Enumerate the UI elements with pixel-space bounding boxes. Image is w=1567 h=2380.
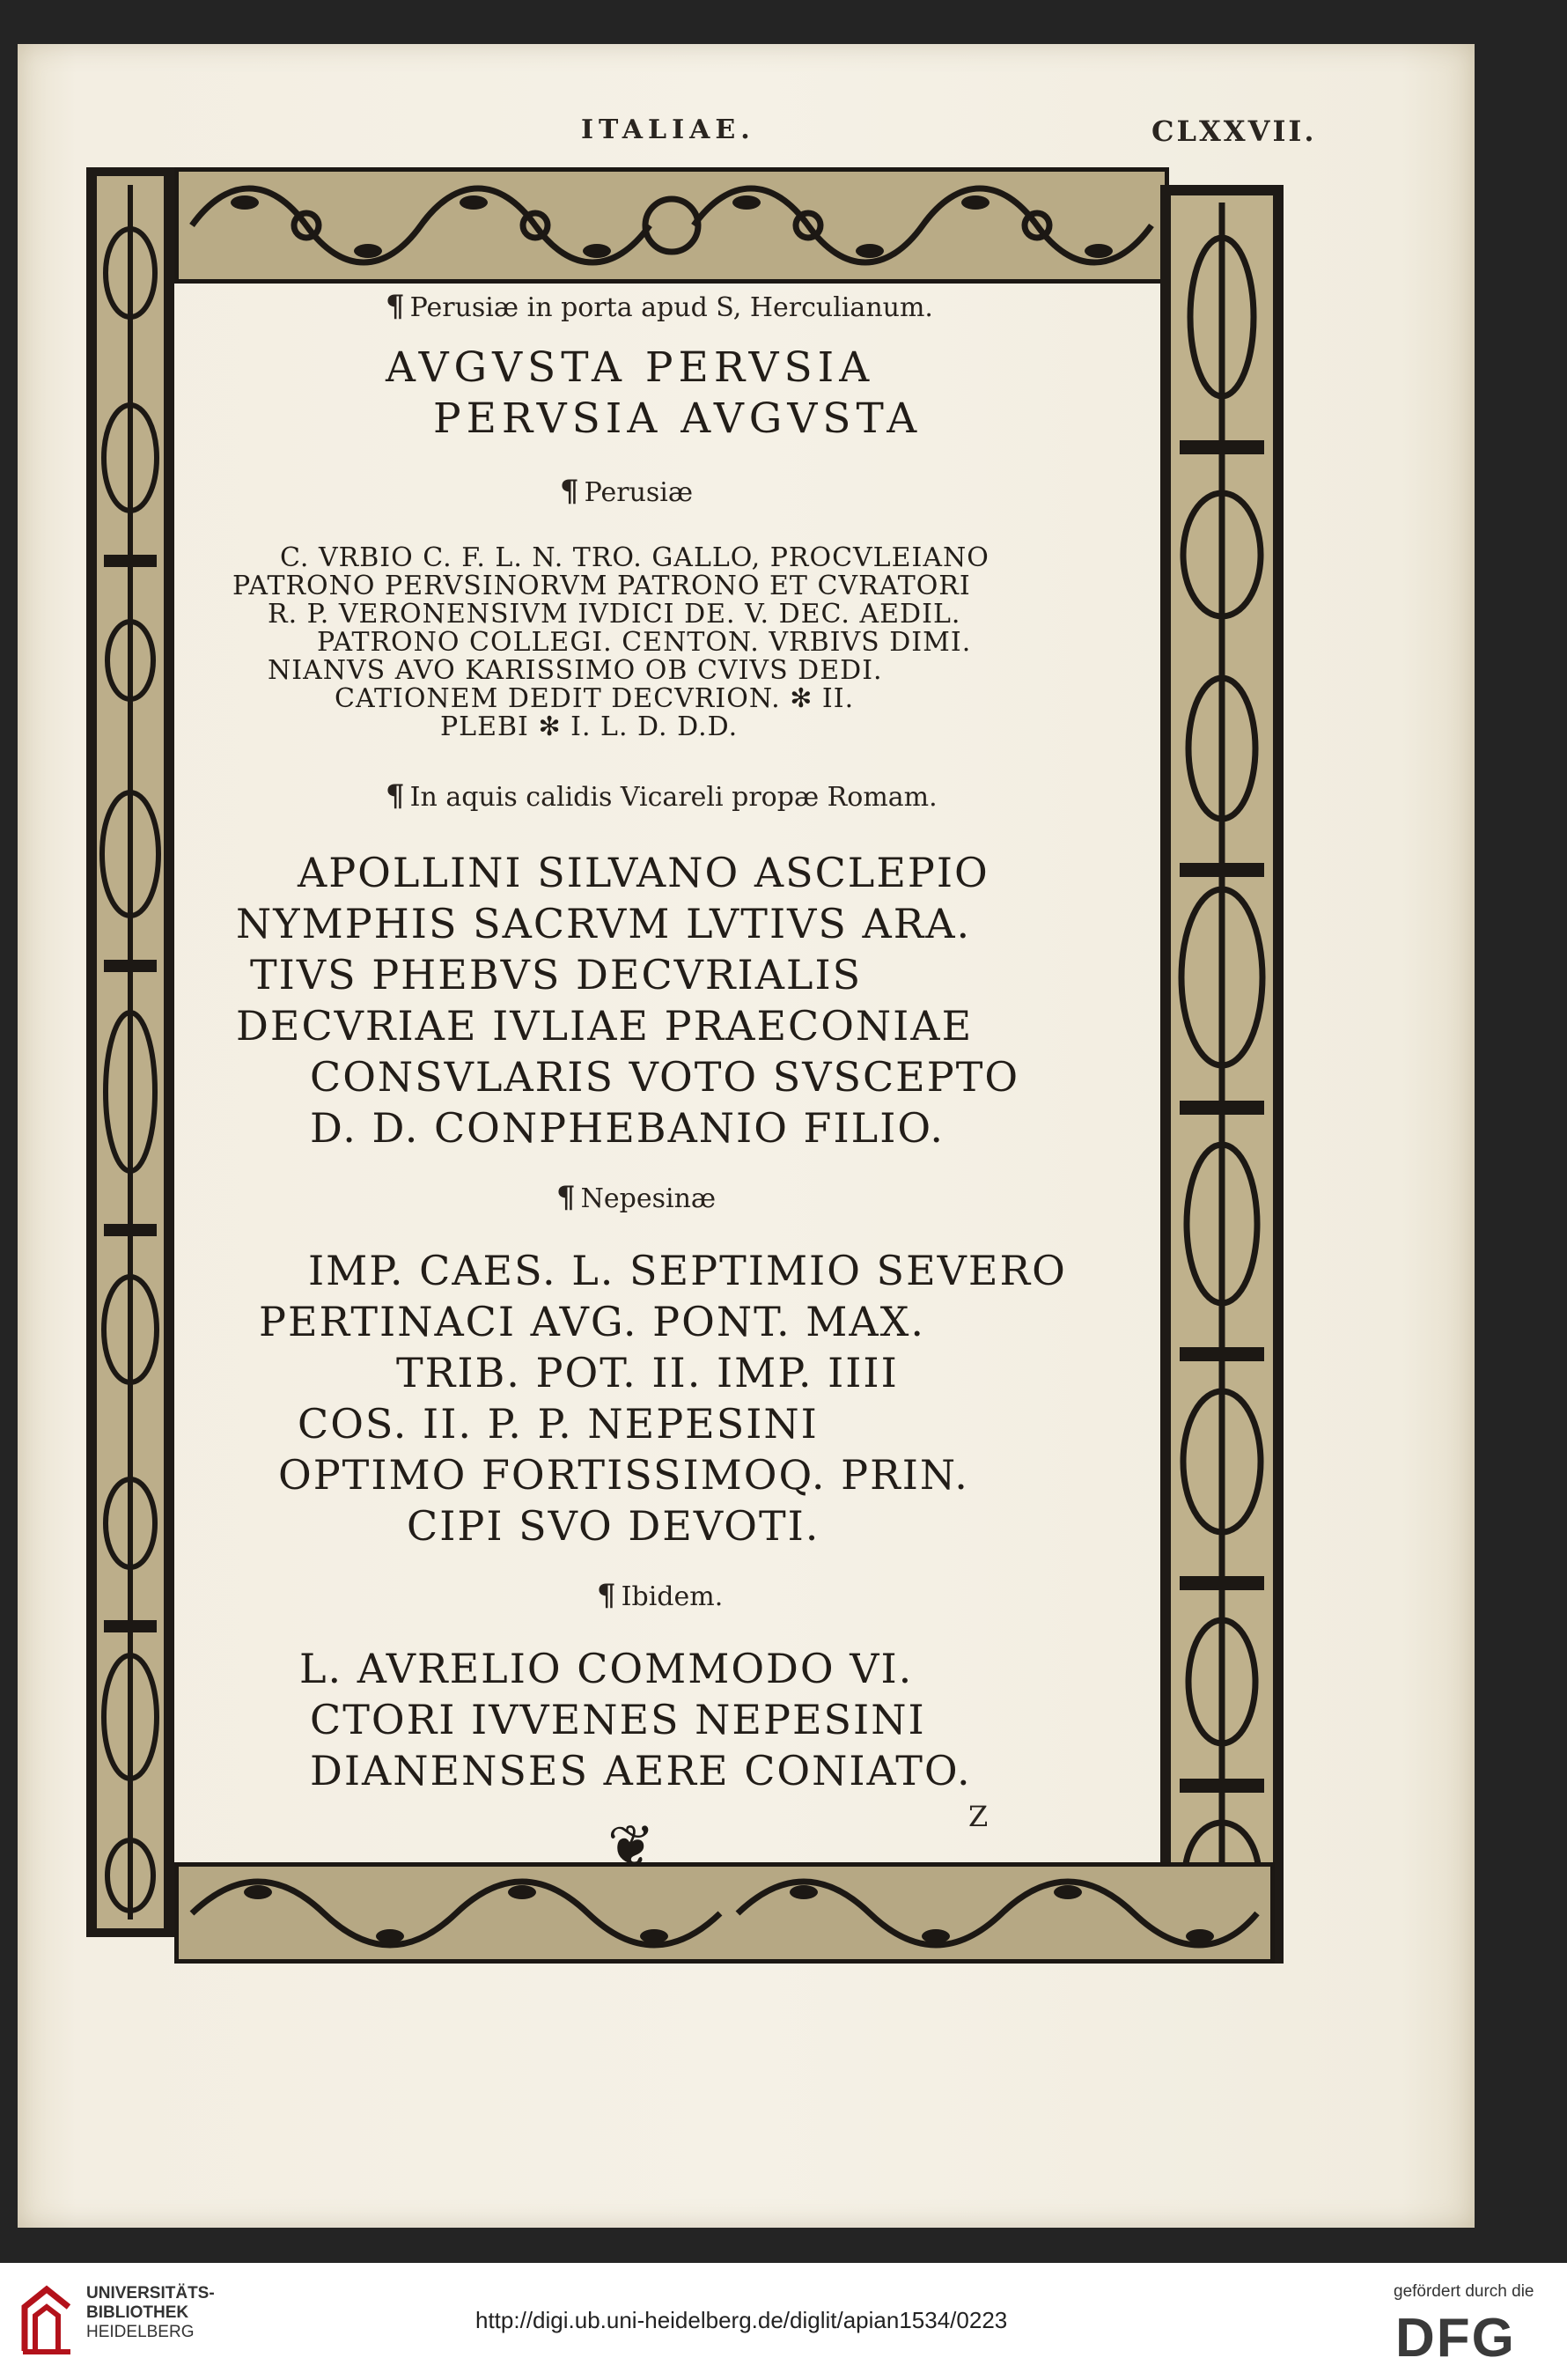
permalink-url[interactable]: http://digi.ub.uni-heidelberg.de/diglit/apian1534/0223	[475, 2307, 1008, 2333]
rubric-perusia-porta: ¶ Perusiæ in porta apud S, Herculianum.	[386, 289, 933, 324]
rubric-ibidem: ¶ Ibidem.	[597, 1578, 724, 1613]
folio-number: CLXXVII.	[1151, 114, 1317, 148]
dfg-logo: DFG	[1395, 2308, 1516, 2369]
woodcut-border-bottom	[174, 1862, 1275, 1964]
running-head	[0, 114, 1567, 158]
rubric-perusiae: ¶ Perusiæ	[560, 474, 694, 509]
woodcut-border-top	[174, 167, 1169, 284]
woodcut-border-right	[1160, 185, 1284, 1964]
library-name: UNIVERSITÄTS- BIBLIOTHEK HEIDELBERG	[86, 2284, 215, 2341]
rubric-nepesinae: ¶ Nepesinæ	[556, 1180, 717, 1215]
ub-heidelberg-logo-icon[interactable]	[16, 2281, 77, 2360]
viewer-footer	[0, 2263, 1567, 2380]
fleuron-ornament: ❦	[607, 1814, 655, 1879]
pilcrow-mark: ¶	[386, 289, 405, 324]
text-block: ¶ Perusiæ in porta apud S, Herculianum. AVGVSTA PERVSIA PERVSIA AVGVSTA ¶ Perusiæ C. VRBIO C. F. L. N. TRO. GALLO, PROCVLEIANO PATRONO PERVSINORVM PATRONO ET CVRATORI R. P. VERONENSIVM IVDICI DE. V. DEC. AEDIL. PATRONO COLLEGI. CENTON. VRBIVS DIMI. NIANVS AVO KARISSIMO OB CVIVS DEDI. CATIONEM DEDIT DECVRION. ✻ II. PLEBI ✻ I. L. D. D.D. ¶ In aquis calidis Vicareli propæ Romam. APOLLINI SILVANO ASCLEPIO NYMPHIS SACRVM LVTIVS ARA. TIVS PHEBVS DECVRIALIS DECVRIAE IVLIAE PRAECONIAE CONSVLARIS VOTO SVSCEPTO D. D. CONPHEBANIO FILIO. ¶ Nepesinæ IMP. CAES. L. SEPTIMIO SEVERO PERTINACI AVG. PONT. MAX. TRIB. POT. II. IMP. IIII COS. II. P. P. NEPESINI OPTIMO FORTISSIMOQ. PRIN. CIPI SVO DEVOTI. ¶ Ibidem. L. AVRELIO COMMODO VI. CTORI IVVENES NEPESINI DIANENSES AERE CONIATO. ❦ Z	[232, 289, 1067, 1879]
running-title: ITALIAE.	[581, 114, 755, 145]
funding-note: gefördert durch die	[1394, 2282, 1534, 2301]
rubric-aquis-calidis: ¶ In aquis calidis Vicareli propæ Romam.	[386, 778, 938, 814]
signature-mark: Z	[968, 1800, 989, 1833]
woodcut-border-left	[86, 167, 174, 1937]
